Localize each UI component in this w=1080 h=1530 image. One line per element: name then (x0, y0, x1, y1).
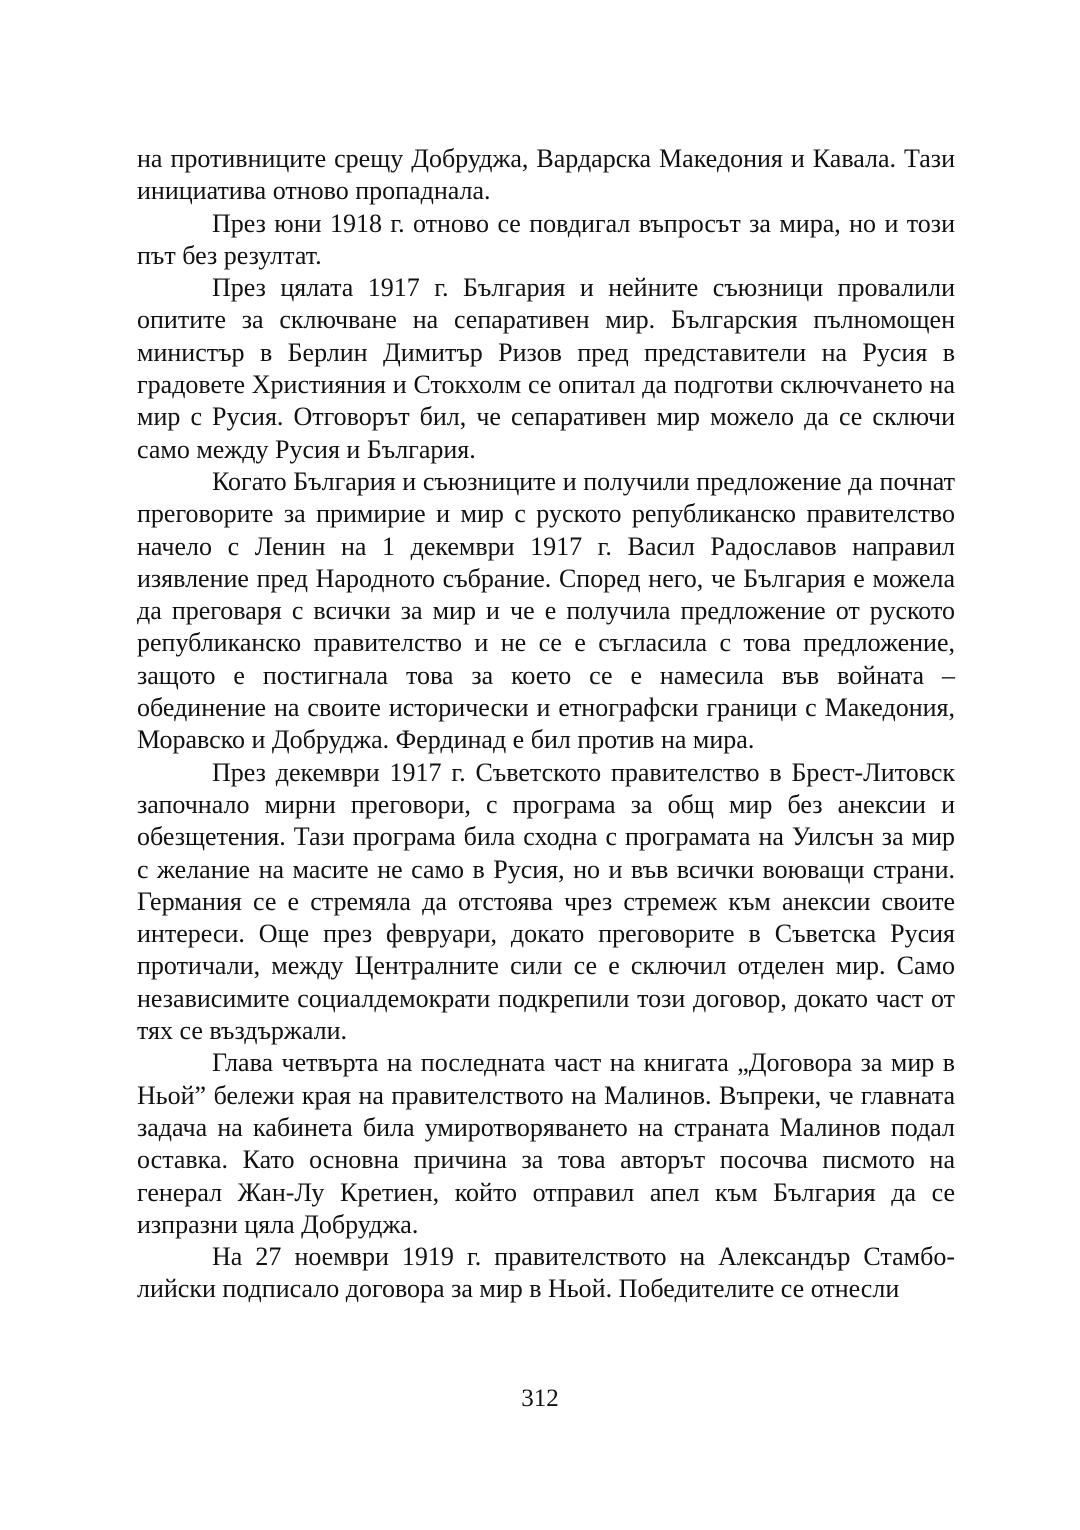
paragraph: През цялата 1917 г. България и нейните съюзници провалили опитите за сключване на сепаративен мир. Българския пълномощен министър в Берлин Димитър Ризов пред представители на Русия в градовете Християния и Стокхолм се опитал да подготви сключvането на мир с Русия. Отговорът бил, че сепаративен мир можело да се сключи само между Русия и България. (137, 273, 955, 464)
paragraph-continuation: на противниците срещу Добруджа, Вардарска Македония и Кавала. Тази инициатива отново пропаднала. (137, 144, 955, 206)
page-number: 312 (521, 1385, 559, 1412)
paragraph: Когато България и съюзниците и получили предложение да почнат преговорите за примирие и мир с руското републиканско правителство начело с Ленин на 1 декември 1917 г. Васил Радославов направил изявление пред Народното събрание. Според него, че България е можела да преговаря с всички за мир и че е получила предложение от руското републиканско правителство и не се е съгласила с това предложение, защото е постигнала това за което се е намесила във войната – обединение на своите исторически и етнографски граници с Македония, Моравско и Добруджа. Фердинад е бил против на мира. (137, 466, 955, 755)
paragraph: Глава четвърта на последната част на книгата „Договора за мир в Ньой” бележи края на правителството на Малинов. Въпреки, че главната задача на кабинета била умиротворяването на страната Малинов подал оставка. Като основна причина за това авторът посочва писмото на генерал Жан-Лу Кретиен, който отправил апел към България да се изпразни цяла Добруджа. (137, 1048, 955, 1239)
paragraph: На 27 ноември 1919 г. правителството на Александър Стамболийски подписало договора за мир в Ньой. Победителите се отнесли (137, 1242, 955, 1304)
document-body (137, 143, 955, 1306)
paragraph: През декември 1917 г. Съветското правителство в Брест-Литовск започнало мирни преговори, с програма за общ мир без анексии и обезщетения. Тази програма била сходна с програмата на Уилсън за мир с желание на масите не само в Русия, но и във всички воюващи страни. Германия се е стремяла да отстоява чрез стремеж към анексии своите интереси. Още през февруари, докато преговорите в Съветска Русия протичали, между Централните сили се е сключил отделен мир. Само независимите социалдемократи подкрепили този договор, докато част от тях се въздържали. (137, 757, 955, 1046)
paragraph: През юни 1918 г. отново се повдигал въпросът за мира, но и този път без резултат. (137, 208, 955, 270)
